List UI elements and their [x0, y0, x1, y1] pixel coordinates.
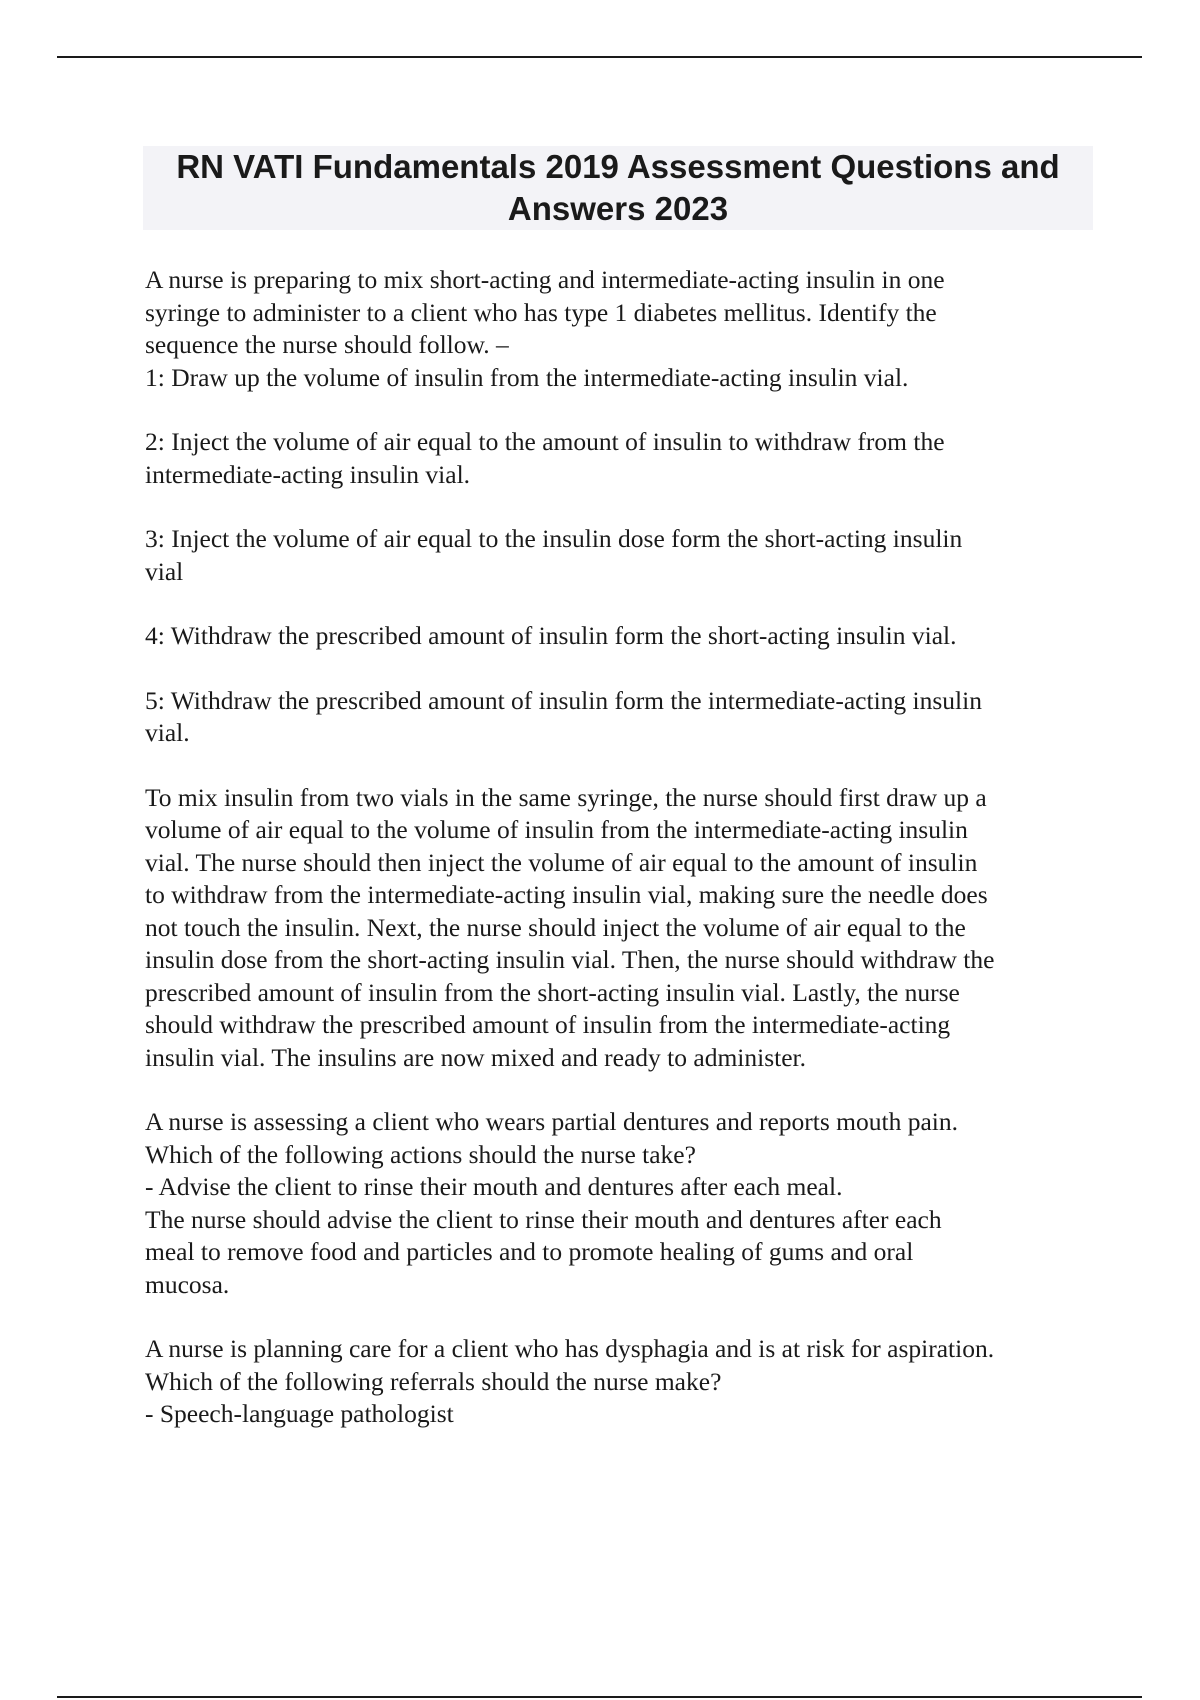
paragraph-spacer	[145, 491, 1105, 523]
step-2-paragraph: 2: Inject the volume of air equal to the amount of insulin to withdraw from the intermediate-acting insulin vial.	[145, 427, 945, 489]
bottom-rule	[57, 1696, 1142, 1698]
paragraph-spacer	[145, 1074, 1105, 1106]
document-title	[143, 146, 1093, 230]
step-4-paragraph: 4: Withdraw the prescribed amount of insulin form the short-acting insulin vial.	[145, 621, 957, 650]
paragraph-spacer	[145, 750, 1105, 782]
question-1-paragraph: A nurse is preparing to mix short-acting and intermediate-acting insulin in one syringe to administer to a client who has type 1 diabetes mellitus. Identify the sequence the nurse should follow. – 1: Draw up the volume of insulin from the intermediate-acting insulin vial.	[145, 265, 945, 392]
step-5-paragraph: 5: Withdraw the prescribed amount of insulin form the intermediate-acting insulin vial.	[145, 685, 982, 747]
question-3-paragraph: A nurse is planning care for a client who has dysphagia and is at risk for aspiration. Which of the following referrals should the nurse make? - Speech-language pathologist	[145, 1334, 995, 1428]
document-title-text: RN VATI Fundamentals 2019 Assessment Questions and Answers 2023	[176, 148, 1060, 227]
top-rule	[57, 56, 1142, 58]
step-3-paragraph: 3: Inject the volume of air equal to the insulin dose form the short-acting insulin vial	[145, 524, 963, 586]
paragraph-spacer	[145, 588, 1105, 620]
question-2-paragraph: A nurse is assessing a client who wears partial dentures and reports mouth pain. Which of the following actions should the nurse take? - Advise the client to rinse their mouth and dentures after each meal. The nurse should advise the client to rinse their mouth and dentures after each meal to remove food and particles and to promote healing of gums and oral mucosa.	[145, 1107, 958, 1299]
paragraph-spacer	[145, 394, 1105, 426]
rationale-paragraph: To mix insulin from two vials in the same syringe, the nurse should first draw up a volume of air equal to the volume of insulin from the intermediate-acting insulin vial. The nurse should then inject the volume of air equal to the amount of insulin to withdraw from the intermediate-acting insulin vial, making sure the needle does not touch the insulin. Next, the nurse should inject the volume of air equal to the insulin dose from the short-acting insulin vial. Then, the nurse should withdraw the prescribed amount of insulin from the short-acting insulin vial. Lastly, the nurse should withdraw the prescribed amount of insulin from the intermediate-acting insulin vial. The insulins are now mixed and ready to administer.	[145, 782, 995, 1072]
paragraph-spacer	[145, 653, 1105, 685]
paragraph-spacer	[145, 1301, 1105, 1333]
document-body	[145, 264, 1105, 1431]
